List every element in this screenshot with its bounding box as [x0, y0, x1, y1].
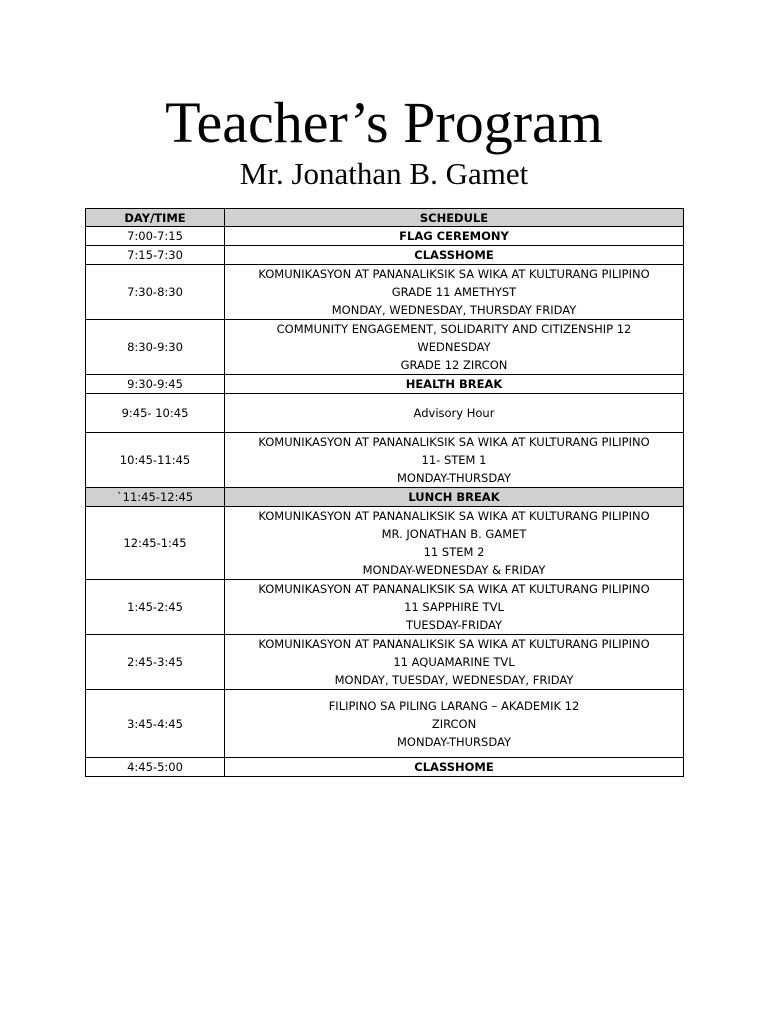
time-cell: 9:30-9:45 [86, 375, 225, 394]
schedule-line: KOMUNIKASYON AT PANANALIKSIK SA WIKA AT KULTURANG PILIPINO [258, 637, 650, 651]
schedule-line: CLASSHOME [414, 760, 494, 774]
header-schedule: SCHEDULE [225, 209, 684, 227]
table-row [86, 635, 684, 690]
schedule-line: MONDAY-THURSDAY [397, 734, 511, 749]
schedule-line: Advisory Hour [413, 406, 495, 420]
schedule-line: MR. JONATHAN B. GAMET [381, 527, 527, 541]
schedule-line: 11 AQUAMARINE TVL [393, 655, 515, 669]
schedule-table [85, 208, 684, 777]
table-row [86, 488, 684, 507]
table-row [86, 507, 684, 580]
schedule-cell [225, 507, 684, 580]
schedule-line: MONDAY, WEDNESDAY, THURSDAY FRIDAY [331, 303, 577, 317]
schedule-line: COMMUNITY ENGAGEMENT, SOLIDARITY AND CITIZENSHIP 12 [276, 322, 632, 336]
time-cell: `11:45-12:45 [86, 488, 225, 507]
table-row [86, 690, 684, 758]
schedule-line: KOMUNIKASYON AT PANANALIKSIK SA WIKA AT KULTURANG PILIPINO [258, 267, 650, 281]
schedule-line: MONDAY, TUESDAY, WEDNESDAY, FRIDAY [334, 673, 574, 687]
table-row [86, 433, 684, 488]
schedule-line: KOMUNIKASYON AT PANANALIKSIK SA WIKA AT KULTURANG PILIPINO [258, 435, 650, 449]
table-row [86, 320, 684, 375]
schedule-line: KOMUNIKASYON AT PANANALIKSIK SA WIKA AT KULTURANG PILIPINO [258, 582, 650, 596]
time-cell: 3:45-4:45 [86, 690, 225, 758]
table-row [86, 375, 684, 394]
schedule-line: 11 STEM 2 [423, 545, 485, 559]
schedule-cell [225, 246, 684, 265]
schedule-line: CLASSHOME [414, 248, 494, 262]
time-cell: 4:45-5:00 [86, 758, 225, 777]
schedule-line: 11- STEM 1 [421, 453, 487, 467]
schedule-line: FLAG CEREMONY [399, 229, 509, 243]
schedule-cell [225, 265, 684, 320]
schedule-line: MONDAY-THURSDAY [397, 471, 511, 485]
time-cell: 9:45- 10:45 [86, 394, 225, 433]
time-cell: 10:45-11:45 [86, 433, 225, 488]
table-row [86, 227, 684, 246]
schedule-line: ZIRCON [431, 716, 477, 731]
schedule-line: HEALTH BREAK [405, 377, 503, 391]
schedule-line: TUESDAY-FRIDAY [405, 618, 503, 632]
schedule-cell [225, 320, 684, 375]
schedule-cell [225, 488, 684, 507]
schedule-line: LUNCH BREAK [408, 490, 500, 504]
schedule-cell [225, 375, 684, 394]
table-row [86, 580, 684, 635]
schedule-line: WEDNESDAY [417, 340, 491, 354]
table-row [86, 265, 684, 320]
schedule-cell [225, 394, 684, 433]
schedule-cell [225, 580, 684, 635]
schedule-line: KOMUNIKASYON AT PANANALIKSIK SA WIKA AT KULTURANG PILIPINO [258, 509, 650, 523]
schedule-cell [225, 758, 684, 777]
table-row [86, 394, 684, 433]
schedule-cell [225, 433, 684, 488]
teacher-name: Mr. Jonathan B. Gamet [239, 156, 529, 191]
time-cell: 12:45-1:45 [86, 507, 225, 580]
page-title: Teacher’s Program [165, 90, 603, 155]
time-cell: 1:45-2:45 [86, 580, 225, 635]
schedule-line: GRADE 12 ZIRCON [400, 358, 508, 372]
schedule-cell [225, 227, 684, 246]
schedule-line: 11 SAPPHIRE TVL [404, 600, 504, 614]
time-cell: 8:30-9:30 [86, 320, 225, 375]
time-cell: 7:30-8:30 [86, 265, 225, 320]
time-cell: 7:15-7:30 [86, 246, 225, 265]
schedule-line: GRADE 11 AMETHYST [391, 285, 517, 299]
schedule-line: FILIPINO SA PILING LARANG – AKADEMIK 12 [328, 698, 580, 713]
time-cell: 7:00-7:15 [86, 227, 225, 246]
schedule-cell [225, 635, 684, 690]
time-cell: 2:45-3:45 [86, 635, 225, 690]
header-day-time: DAY/TIME [86, 209, 225, 227]
schedule-line: MONDAY-WEDNESDAY & FRIDAY [362, 563, 546, 577]
table-row [86, 246, 684, 265]
table-row [86, 758, 684, 777]
table-header-row [86, 209, 684, 227]
schedule-cell [225, 690, 684, 758]
